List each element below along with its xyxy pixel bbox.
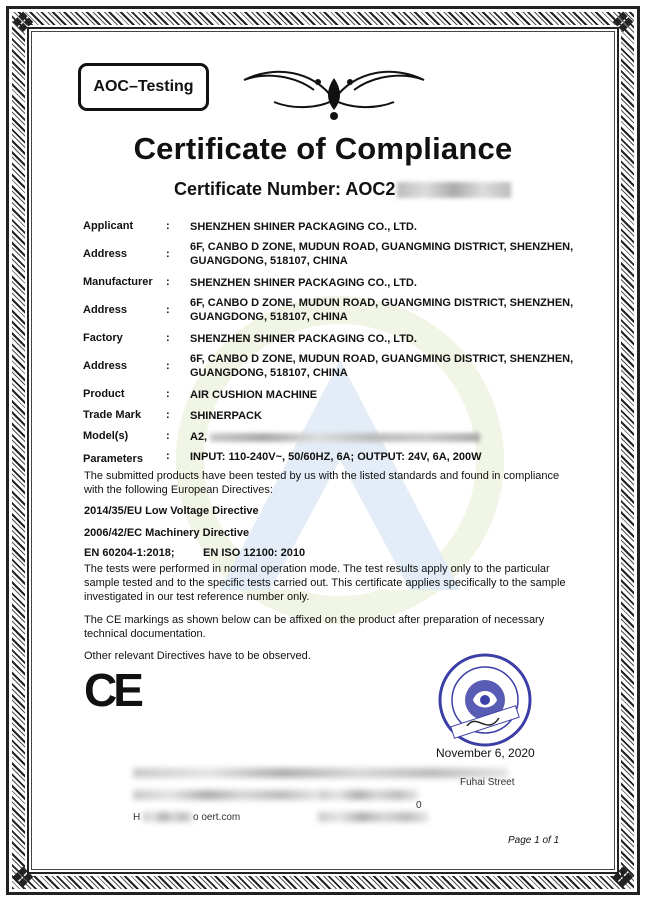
colon: : [166,430,170,442]
redacted-footer-line [318,790,418,800]
intro-paragraph [84,469,574,497]
colon: : [166,304,170,316]
redacted-number [397,182,511,198]
footer-website-start: H [133,812,141,823]
colon: : [166,360,170,372]
ce-line-1: The CE markings as shown below can be affixed on the product after preparation of necessary [84,614,545,626]
aoc-testing-badge [78,63,209,111]
colon: : [166,248,170,260]
intro-line-2: with the following European Directives: [84,484,273,496]
manufacturer-value: SHENZHEN SHINER PACKAGING CO., LTD. [190,277,417,289]
address-line-1: 6F, CANBO D ZONE, MUDUN ROAD, GUANGMING DISTRICT, SHENZHEN, [190,241,574,253]
other-directives: Other relevant Directives have to be observed. [84,650,311,662]
footer-fragment: 0 [416,800,422,811]
manufacturer-label: Manufacturer [83,276,153,288]
certificate-number [174,179,511,200]
address-value [190,240,580,268]
redacted-footer-line [133,790,318,800]
page-number: Page 1 of 1 [508,835,560,846]
ce-mark-icon: CE [84,664,140,716]
address-label: Address [83,360,128,372]
applicant-label: Applicant [83,220,134,232]
certificate-title: Certificate of Compliance [133,131,513,166]
flourish-ornament-icon [234,60,434,122]
corner-ornament-icon: ❖ [10,862,36,893]
applicant-value: SHENZHEN SHINER PACKAGING CO., LTD. [190,221,417,233]
tests-paragraph [84,562,574,604]
models-label: Model(s) [83,430,129,442]
redacted-footer-line [143,812,193,822]
colon: : [166,388,170,400]
standard-en-iso12100: EN ISO 12100: 2010 [203,547,306,559]
corner-ornament-icon: ❖ [10,7,36,38]
models-value [190,430,580,444]
colon: : [166,409,170,421]
address-label: Address [83,304,128,316]
trademark-label: Trade Mark [83,409,142,421]
address-value [190,296,580,324]
address-line-1: 6F, CANBO D ZONE, MUDUN ROAD, GUANGMING DISTRICT, SHENZHEN, [190,353,574,365]
product-value: AIR CUSHION MACHINE [190,389,318,401]
address-line-2: GUANGDONG, 518107, CHINA [190,255,348,267]
tests-line-1: The tests were performed in normal operation mode. The test results apply only to the particular [84,563,550,575]
ce-line-2: technical documentation. [84,628,206,640]
colon: : [166,276,170,288]
redacted-footer-line [318,812,428,822]
footer-street: Fuhai Street [460,777,515,788]
corner-ornament-icon: ❖ [610,7,636,38]
footer-website: o oert.com [193,812,241,823]
address-line-2: GUANGDONG, 518107, CHINA [190,311,348,323]
address-label: Address [83,248,128,260]
redacted-footer-line [133,768,508,778]
address-line-1: 6F, CANBO D ZONE, MUDUN ROAD, GUANGMING DISTRICT, SHENZHEN, [190,297,574,309]
corner-ornament-icon: ❖ [610,862,636,893]
parameters-value: INPUT: 110-240V~, 50/60HZ, 6A; OUTPUT: 24V, 6A, 200W [190,451,482,463]
address-line-2: GUANGDONG, 518107, CHINA [190,367,348,379]
standard-en60204: EN 60204-1:2018; [84,547,175,559]
directive-lvd: 2014/35/EU Low Voltage Directive [84,505,259,517]
tests-line-2: sample tested and to the specific tests carried out. This certificate applies specifically to the sample [84,577,566,589]
intro-line-1: The submitted products have been tested by us with the listed standards and found in compliance [84,470,560,482]
colon: : [166,332,170,344]
models-text: A2, [190,431,208,443]
tests-line-3: investigated in our test reference number only. [84,591,310,603]
trademark-value: SHINERPACK [190,410,262,422]
parameters-label: Parameters [83,453,143,465]
product-label: Product [83,388,125,400]
approval-stamp-icon [437,652,533,748]
factory-label: Factory [83,332,123,344]
factory-value: SHENZHEN SHINER PACKAGING CO., LTD. [190,333,417,345]
badge-label: AOC–Testing [93,78,194,95]
directive-machinery: 2006/42/EC Machinery Directive [84,527,250,539]
colon: : [166,220,170,232]
ce-paragraph [84,613,574,641]
redacted-models [210,433,480,442]
colon: : [166,450,170,462]
issue-date: November 6, 2020 [436,746,535,760]
certificate-number-label: Certificate Number: AOC2 [174,179,396,199]
address-value [190,352,580,380]
